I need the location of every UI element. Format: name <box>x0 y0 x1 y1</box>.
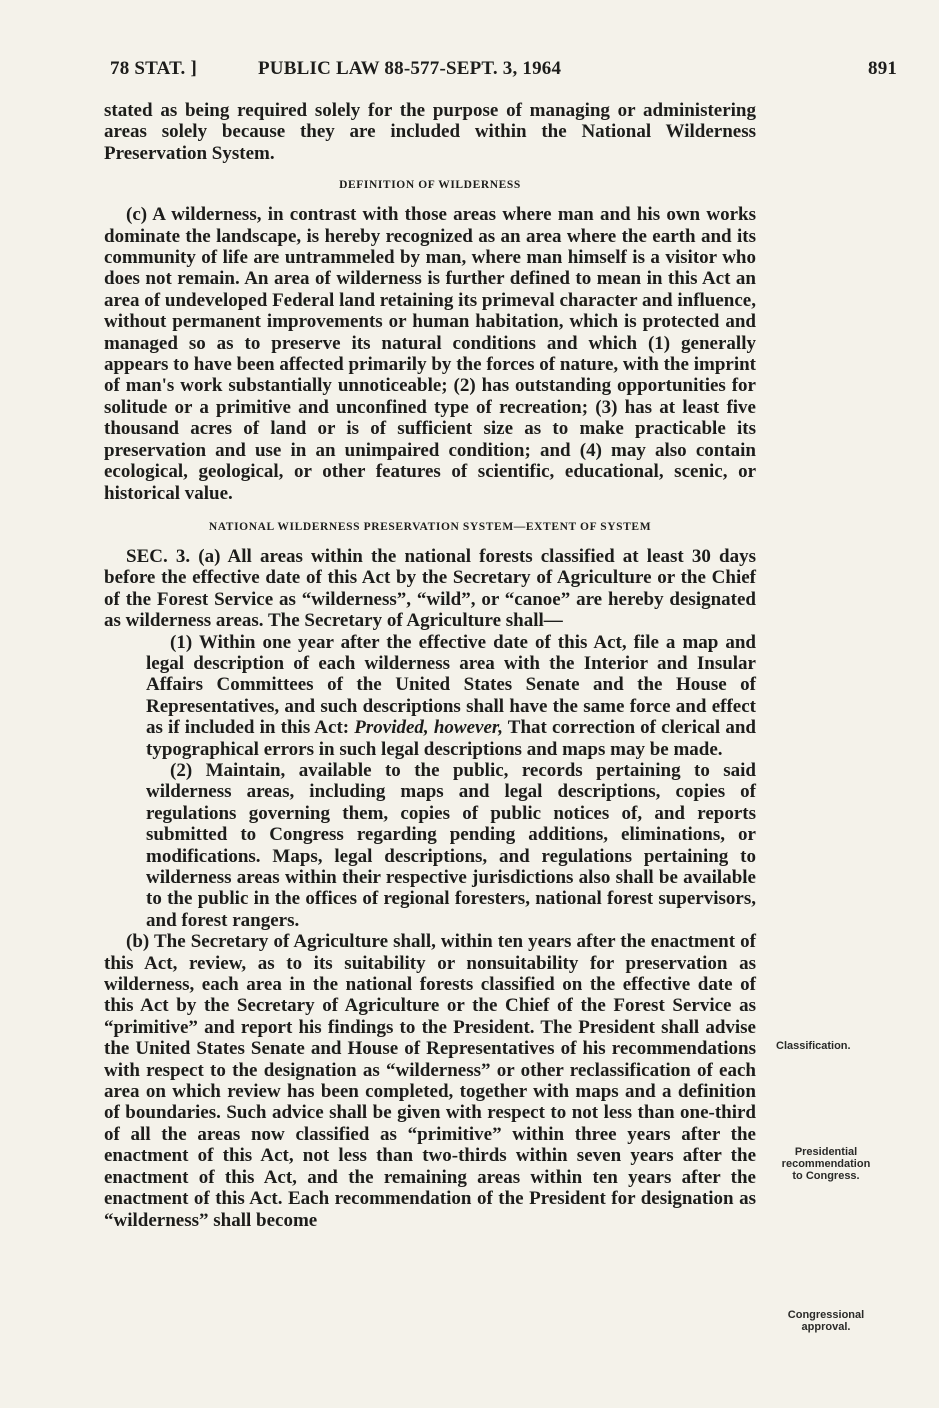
margin-note-classification: Classification. <box>776 1040 851 1052</box>
paragraph-b: (b) The Secretary of Agriculture shall, within ten years after the enactment of this Act, review, as to its suitability or nonsuitability for preservation as wilderness, each area in the national forests classified on the effective date of this Act by the Secretary of Agriculture or the Chief of the Forest Service as “primitive” and report his findings to the President. The President shall advise the United States Senate and House of Representatives of his recommendations with respect to the designation as “wilderness” or other reclassification of each area on which review has been completed, together with maps and a definition of boundaries. Such advice shall be given with respect to not less than one-third of all the areas now classified as “primitive” within three years after the enactment of this Act, not less than two-thirds within seven years after the enactment of this Act, and the remaining areas within ten years after the enactment of this Act. Each recommendation of the President for designation as “wilderness” shall become <box>104 931 756 1231</box>
margin-note-presidential-line-1: Presidential <box>794 1146 858 1158</box>
item-2-paragraph: (2) Maintain, available to the public, records pertaining to said wilderness areas, including maps and legal descriptions, copies of regulations governing them, copies of public notices of, and reports submitted to Congress regarding pending additions, eliminations, or modifications. Maps, legal descriptions, and regulations pertaining to wilderness areas within their respective jurisdictions also shall be available to the public in the offices of regional foresters, national forest supervisors, and forest rangers. <box>146 759 756 931</box>
item-1-tail: That correction of clerical and typographical errors in such legal descriptions and maps may be made. <box>146 717 756 760</box>
margin-note-congressional <box>770 1309 882 1333</box>
volume-reference: 78 STAT. ] <box>110 58 197 79</box>
main-text <box>104 100 756 1231</box>
item-1-text: (1) Within one year after the effective date of this Act, file a map and legal description of each wilderness area with the Interior and Insular Affairs Committees of the United States Senate and the House of Representatives, and such descriptions shall have the same force and effect as if included in this Act: <box>146 631 756 739</box>
item-1-italic-provided: Provided, <box>354 717 429 739</box>
section-3-paragraph: SEC. 3. (a) All areas within the national forests classified at least 30 days before the effective date of this Act by the Secretary of Agriculture or the Chief of the Forest Service as “wilderness”, “wild”, or “canoe” are hereby designated as wilderness areas. The Secretary of Agriculture shall— <box>104 545 756 632</box>
opening-paragraph: stated as being required solely for the purpose of managing or administering areas solely because they are included within the National Wilderness Preservation System. <box>104 100 756 164</box>
margin-note-presidential-line-2: recommendation <box>781 1158 871 1170</box>
margin-note-congressional-line-2: approval. <box>801 1321 851 1333</box>
item-1-italic-however: however, <box>433 717 503 739</box>
page-number: 891 <box>868 58 898 79</box>
margin-note-presidential <box>770 1146 882 1182</box>
definition-paragraph: (c) A wilderness, in contrast with those areas where man and his own works dominate the landscape, is hereby recognized as an area where the earth and its community of life are untrammeled by man, where man himself is a visitor who does not remain. An area of wilderness is further defined to mean in this Act an area of undeveloped Federal land retaining its primeval character and influence, without permanent improvements or human habitation, which is protected and managed so as to preserve its natural conditions and which (1) generally appears to have been affected primarily by the forces of nature, with the imprint of man's work substantially unnoticeable; (2) has outstanding opportunities for solitude or a primitive and unconfined type of recreation; (3) has at least five thousand acres of land or is of sufficient size as to make practicable its preservation and use in an unimpaired condition; and (4) may also contain ecological, geological, or other features of scientific, educational, scenic, or historical value. <box>104 204 756 504</box>
system-heading: NATIONAL WILDERNESS PRESERVATION SYSTEM—EXTENT OF SYSTEM <box>208 520 652 533</box>
item-1-paragraph <box>104 632 756 760</box>
page-title: PUBLIC LAW 88-577-SEPT. 3, 1964 <box>258 58 562 79</box>
definition-heading: DEFINITION OF WILDERNESS <box>339 179 521 192</box>
margin-note-presidential-line-3: to Congress. <box>792 1170 860 1182</box>
margin-note-congressional-line-1: Congressional <box>787 1309 865 1321</box>
